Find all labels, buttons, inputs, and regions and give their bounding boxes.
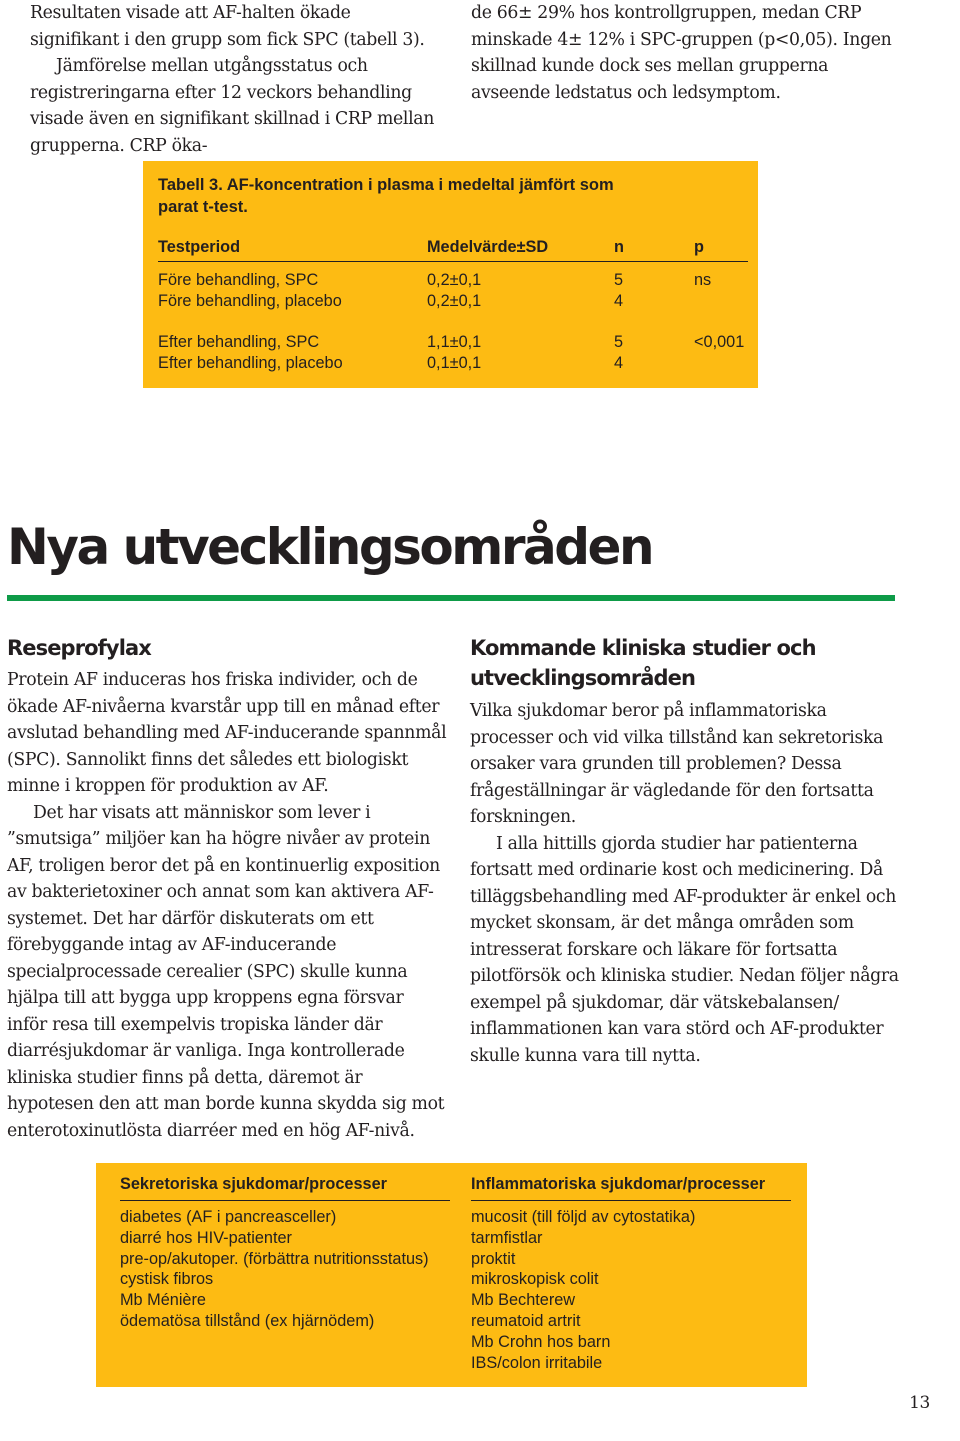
- table-header-row: [143, 236, 758, 258]
- table-header-cell: Testperiod: [158, 238, 241, 256]
- section-divider: [7, 595, 895, 601]
- sekretoriska-list: [120, 1207, 429, 1332]
- table-header-cell: n: [614, 238, 624, 256]
- inflammatoriska-heading: Inflammatoriska sjukdomar/processer: [471, 1175, 766, 1193]
- body-paragraph: Protein AF induceras hos friska individer, och de ökade AF-nivåerna kvarstår upp till en månad efter avslutad behandling med AF-inducerande spannmål (SPC). Sannolikt finns det således ett biologiskt minne i kroppen för produktion av AF.: [7, 670, 447, 796]
- column-divider: [471, 1200, 791, 1201]
- list-item: reumatoid artrit: [471, 1311, 581, 1330]
- intro-paragraph: Jämförelse mellan utgångsstatus och registreringarna efter 12 veckors behandling visade även en signifikant skillnad i CRP mellan grupperna. CRP öka-: [30, 56, 434, 156]
- table-header-divider: [158, 261, 748, 262]
- list-item: Mb Ménière: [120, 1291, 206, 1310]
- table-cell: 0,1±0,1: [427, 354, 482, 372]
- column-divider: [120, 1200, 450, 1201]
- table-cell: 5: [614, 271, 624, 289]
- list-item: diarré hos HIV-patienter: [120, 1228, 292, 1247]
- list-item: diabetes (AF i pancreasceller): [120, 1208, 337, 1226]
- list-item: IBS/colon irritabile: [471, 1353, 603, 1372]
- body-paragraph: I alla hittills gjorda studier har patienterna fortsatt med ordinarie kost och medicinering. Då tilläggsbehandling med AF-produkter är enkel och mycket skonsam, är det många områden som intresserat forskare och läkare för fortsatta pilotförsök och kliniska studier. Nedan följer några exempel på sjukdomar, där vätskebalansen/ inflammationen kan vara störd och AF-produkter skulle kunna vara till nytta.: [470, 833, 899, 1066]
- table-cell: Efter behandling, placebo: [158, 354, 343, 372]
- list-item: mucosit (till följd av cytostatika): [471, 1208, 696, 1226]
- table-cell: Före behandling, SPC: [158, 271, 319, 289]
- table-cell: ns: [694, 271, 712, 289]
- list-item: cystisk fibros: [120, 1270, 214, 1289]
- body-paragraph: Vilka sjukdomar beror på inflammatoriska processer och vid vilka tillstånd kan sekretoriska orsaker vara grunden till problemen? Dessa frågeställningar är vägledande för den fortsatta forskningen.: [470, 701, 884, 827]
- reseprofylax-heading: Reseprofylax: [7, 636, 151, 660]
- table-cell: Efter behandling, SPC: [158, 333, 320, 351]
- kommande-heading-line: utvecklingsområden: [470, 666, 696, 690]
- inflammatoriska-list: [471, 1207, 695, 1373]
- intro-paragraph: de 66± 29% hos kontrollgruppen, medan CRP minskade 4± 12% i SPC-gruppen (p<0,05). Ingen skillnad kunde dock ses mellan grupperna avseende ledstatus och ledsymptom.: [471, 3, 892, 103]
- table-header-cell: p: [694, 238, 704, 256]
- list-item: Mb Crohn hos barn: [471, 1332, 611, 1351]
- table-cell: 4: [614, 354, 624, 372]
- table-caption: parat t-test.: [158, 198, 248, 216]
- table-cell: Före behandling, placebo: [158, 292, 342, 310]
- table-row: [143, 352, 758, 374]
- list-item: pre-op/akutoper. (förbättra nutritionsstatus): [120, 1249, 429, 1268]
- list-item: proktit: [471, 1249, 516, 1268]
- section-heading: Nya utvecklingsområden: [7, 518, 653, 576]
- kommande-column: [470, 633, 910, 1069]
- table-row: [143, 331, 758, 353]
- table-cell: 5: [614, 333, 624, 351]
- kommande-heading: [470, 633, 910, 693]
- table-3-box: [143, 161, 758, 388]
- table-row: [143, 290, 758, 312]
- list-item: ödematösa tillstånd (ex hjärnödem): [120, 1311, 375, 1330]
- intro-right-column: [471, 0, 911, 106]
- intro-left-column: [30, 0, 440, 159]
- intro-paragraph: Resultaten visade att AF-halten ökade signifikant i den grupp som fick SPC (tabell 3).: [30, 3, 425, 50]
- sekretoriska-heading: Sekretoriska sjukdomar/processer: [120, 1175, 387, 1193]
- table-cell: 0,2±0,1: [427, 271, 482, 289]
- page-number: 13: [909, 1393, 930, 1413]
- kommande-heading-line: Kommande kliniska studier och: [470, 636, 816, 660]
- table-cell: <0,001: [694, 333, 745, 351]
- table-cell: 4: [614, 292, 624, 310]
- body-paragraph: Det har visats att människor som lever i ”smutsiga” miljöer kan ha högre nivåer av protein AF, troligen beror det på en kontinuerlig exposition av bakterietoxiner och annat som kan aktivera AF-systemet. Det har därför diskuterats om ett förebyggande intag av AF-inducerande specialprocessade cerealier (SPC) skulle kunna hjälpa till att bygga upp kroppens egna försvar inför resa till exempelvis tropiska länder där diarrésjukdomar är vanliga. Inga kontrollerade kliniska studier finns på detta, däremot är hypotesen den att man borde kunna skydda sig mot enterotoxinutlösta diarréer med en hög AF-nivå.: [7, 802, 445, 1141]
- table-cell: 1,1±0,1: [427, 333, 482, 351]
- table-cell: 0,2±0,1: [427, 292, 482, 310]
- disease-box: [96, 1163, 807, 1387]
- list-item: tarmfistlar: [471, 1228, 543, 1247]
- table-row: [143, 269, 758, 291]
- reseprofylax-column: [7, 633, 447, 1144]
- table-header-cell: Medelvärde±SD: [427, 238, 549, 256]
- list-item: Mb Bechterew: [471, 1291, 576, 1310]
- table-caption: Tabell 3. AF-koncentration i plasma i medeltal jämfört som: [158, 176, 614, 194]
- list-item: mikroskopisk colit: [471, 1270, 599, 1289]
